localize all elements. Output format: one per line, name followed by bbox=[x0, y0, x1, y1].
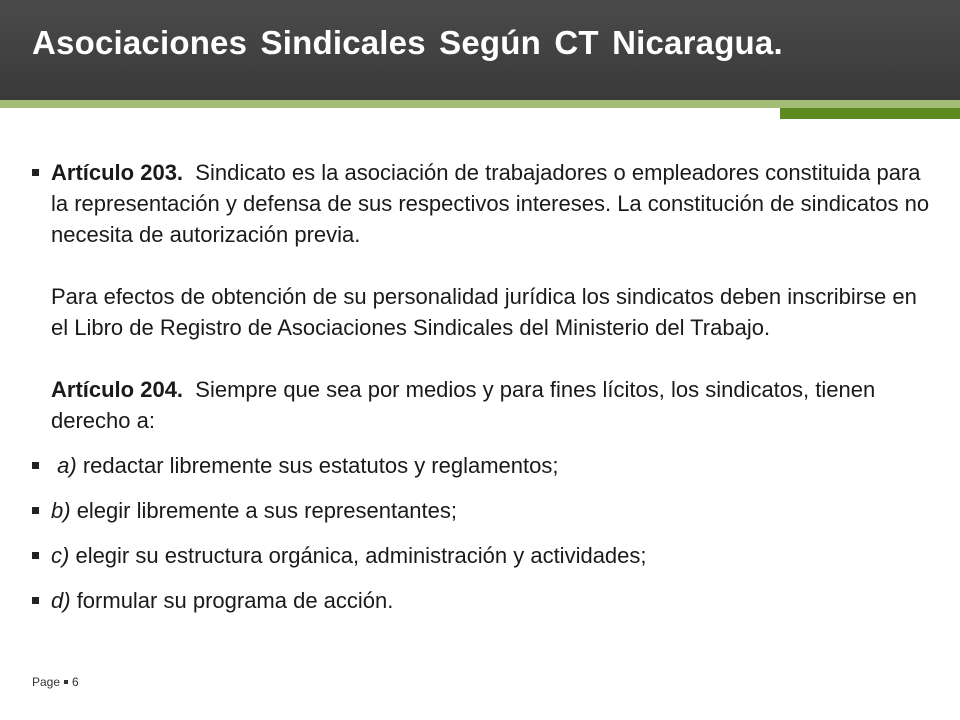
square-bullet-icon bbox=[32, 597, 39, 604]
square-bullet-icon bbox=[32, 169, 39, 176]
right-item-d bbox=[32, 585, 932, 616]
article-204-text: Siempre que sea por medios y para fines lícitos, los sindicatos, tienen derecho a: bbox=[51, 377, 876, 433]
paragraph-gap bbox=[51, 343, 932, 374]
accent-stripe-dark bbox=[780, 108, 960, 119]
right-item-a bbox=[32, 450, 932, 481]
right-item-c bbox=[32, 540, 932, 571]
square-bullet-icon bbox=[32, 462, 39, 469]
article-203-label: Artículo 203. bbox=[51, 160, 184, 185]
footer-bullet-icon bbox=[64, 680, 68, 684]
right-item-b bbox=[32, 495, 932, 526]
right-text: elegir su estructura orgánica, administración y actividades; bbox=[75, 543, 647, 568]
right-text: elegir libremente a sus representantes; bbox=[76, 498, 458, 523]
accent-stripe-light bbox=[0, 100, 960, 108]
right-letter: d) bbox=[51, 588, 71, 613]
article-203-text: Sindicato es la asociación de trabajadores o empleadores constituida para la representación y defensa de sus respectivos intereses. La constitución de sindicatos no necesita de autorización previa. bbox=[51, 160, 930, 247]
bullet-articulo-203 bbox=[32, 157, 932, 436]
paragraph-gap bbox=[51, 250, 932, 281]
article-204-label: Artículo 204. bbox=[51, 377, 184, 402]
slide-content bbox=[32, 157, 932, 616]
article-203-registration-text: Para efectos de obtención de su personalidad jurídica los sindicatos deben inscribirse en el Libro de Registro de Asociaciones Sindicales del Ministerio del Trabajo. bbox=[51, 284, 917, 340]
page-label: Page bbox=[32, 675, 61, 689]
right-letter: a) bbox=[57, 453, 77, 478]
right-text: formular su programa de acción. bbox=[76, 588, 394, 613]
right-text: redactar libremente sus estatutos y reglamentos; bbox=[82, 453, 559, 478]
right-letter: c) bbox=[51, 543, 70, 568]
page-number: 6 bbox=[72, 675, 79, 689]
page-footer bbox=[32, 675, 79, 689]
slide-title: Asociaciones Sindicales Según CT Nicaragua. bbox=[32, 24, 783, 61]
title-bar bbox=[0, 0, 960, 100]
square-bullet-icon bbox=[32, 552, 39, 559]
right-letter: b) bbox=[51, 498, 71, 523]
square-bullet-icon bbox=[32, 507, 39, 514]
